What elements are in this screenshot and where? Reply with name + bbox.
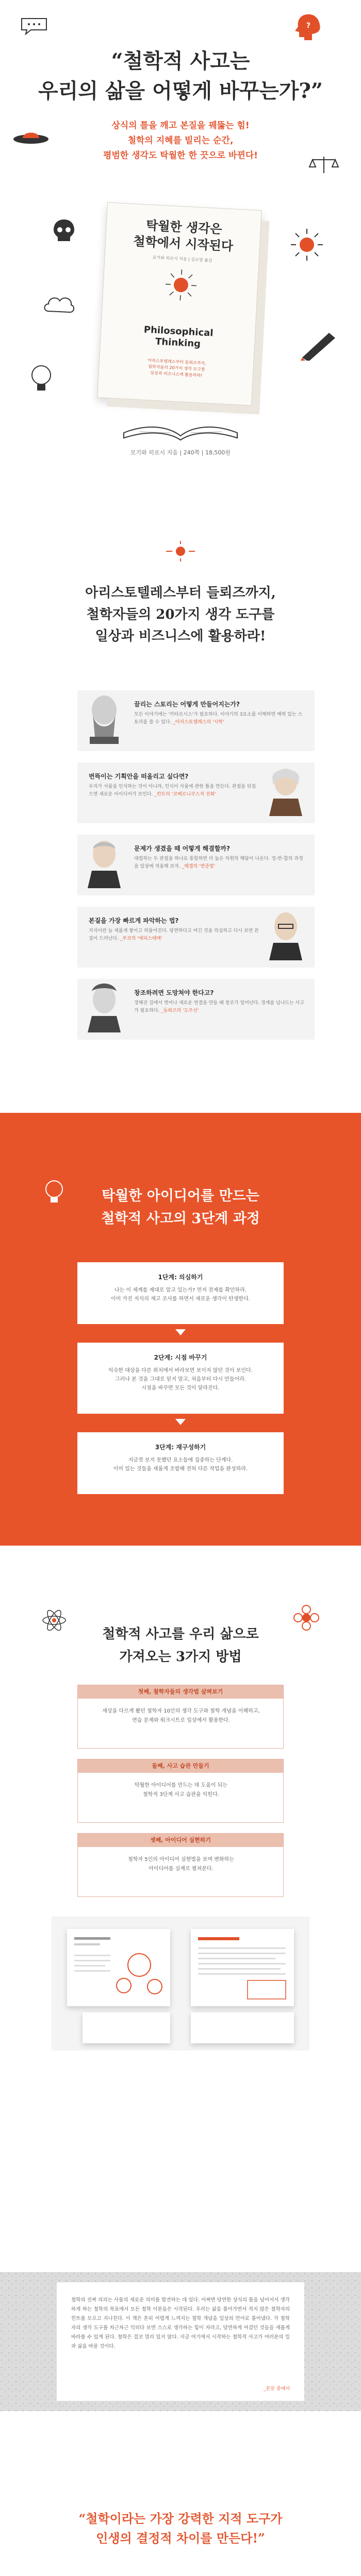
- card-source: _칸트의 '코페르니쿠스적 전회': [154, 792, 216, 797]
- cloud-icon: [41, 289, 77, 319]
- step-body: 나는 이 세계를 제대로 알고 있는가? 먼저 전제를 확인하라. 이미 가진 지식의 재고 조사를 하면서 새로운 생각이 탄생한다.: [110, 1287, 251, 1302]
- book-foot-copy: 아리스토텔레스부터 들뢰즈까지, 철학자들의 20가지 생각 도구를 일상과 비즈니스에 활용하라!: [147, 358, 206, 378]
- book-cover: [97, 202, 261, 405]
- methods-section: [0, 1546, 361, 2061]
- skull-icon: [50, 216, 78, 245]
- sun-icon: [289, 227, 325, 263]
- deleuze-portrait: [79, 976, 129, 1032]
- card-answer-text: 모든 이야기에는 '카타르시스'가 필요하다. 이야기의 3요소를 이해하면 매력 있는 스토리를 쓸 수 있다.: [134, 712, 303, 725]
- lightbulb-icon: [21, 361, 62, 397]
- section-ornament: [122, 541, 239, 562]
- card-source: _들뢰즈의 '도주선': [161, 1008, 199, 1013]
- card-answer-text: 대립하는 두 관점을 하나로 통합하면 더 높은 차원의 해답이 나온다. 정-반-합의 과정을 일상에 적용해 보자.: [134, 856, 303, 869]
- method-body: 세상을 다르게 봤던 철학자 10인의 생각 도구와 철학 개념을 이해하고, 연습 문제와 워크시트로 일상에서 활용한다.: [102, 1708, 260, 1723]
- spread-preview: [191, 2012, 294, 2043]
- card-question: 창조하려면 도망쳐야 한다고?: [134, 989, 214, 996]
- tool-card: [77, 907, 315, 968]
- process-section: [0, 1113, 361, 1546]
- hero-headline: “철학적 사고는 우리의 삶을 어떻게 바꾸는가?”: [38, 49, 323, 103]
- speech-bubble-icon: [19, 15, 50, 36]
- book-author: 모기와 히로시 지음 | 김소영 옮김: [152, 255, 212, 263]
- spread-diagram-icon: [67, 1929, 170, 2006]
- svg-text:?: ?: [306, 22, 311, 30]
- step-arrow: [175, 1329, 186, 1335]
- book-subtitle-en: Philosophical Thinking: [143, 324, 214, 350]
- hero-section: [0, 0, 361, 505]
- tool-card: [77, 979, 315, 1040]
- tool-card: [77, 762, 315, 823]
- method-title: 셋째, 아이디어 실현하기: [78, 1834, 283, 1847]
- foucault-portrait: [261, 904, 310, 960]
- philosopher-tools-section: [0, 505, 361, 1113]
- closing-quote: “철학이라는 가장 강력한 지적 도구가 인생의 결정적 차이를 만든다!”: [78, 2511, 283, 2546]
- spread-text-icon: [191, 1929, 294, 2006]
- card-answer: [134, 855, 304, 871]
- tool-card: [77, 835, 315, 895]
- card-answer-text: 지식이란 늘 새롭게 쌓이고 허물어진다. 당연하다고 여긴 것을 의심하고 다시 보면 본질이 드러난다.: [89, 928, 259, 941]
- book-title: 탁월한 생각은 철학에서 시작된다: [133, 217, 234, 254]
- book-spread-previews: [52, 1917, 309, 2050]
- pen-icon: [299, 330, 340, 361]
- excerpt-source: _본문 중에서: [264, 2386, 290, 2392]
- step-title: 1단계: 의심하기: [158, 1274, 203, 1281]
- excerpt-text: 철학의 진짜 의의는 사물의 세로운 의미를 발견하는 데 있다. 어쩌면 당연한 상식의 틀을 넘어서서 생각하게 하는 철학의 목표에서 모든 철학 이론들은 시작된다. 우리는 삶을 풀어가면서 적지 않은 철학자의 힌트를 모르고 지나친다. 이 책은 흔히 어렵게 느껴지는 철학 개념을 일상의 언어로 풀어냈다. 각 철학자의 생각 도구를 차근차근 익히다 보면 스스로 생각하는 힘이 자라고, 당연하게 여겼던 것들을 새롭게 바라볼 수 있게 된다. 철학은 결코 멀리 있지 않다. 지금 여기에서 시작하는 철학적 사고가 여러분의 일과 삶을 바꿀 것이다.: [71, 2297, 290, 2349]
- card-question: 번뜩이는 기획안을 떠올리고 싶다면?: [89, 773, 189, 780]
- method-body: 철학자 5인의 아이디어 실현법을 보며 변화하는 아이디어를 실제로 펼쳐본다.: [128, 1857, 234, 1872]
- spread-preview: [83, 2012, 170, 2043]
- brain-sun-icon: [163, 267, 198, 302]
- method-body: 탁월한 아이디어를 만드는 데 도움이 되는 철학적 3단계 사고 습관을 익힌다.: [134, 1783, 228, 1798]
- method-title: 둘째, 사고 습관 만들기: [78, 1759, 283, 1773]
- card-source: _아리스토텔레스의 '시학': [173, 720, 224, 725]
- process-step: [77, 1343, 284, 1414]
- card-question: 문제가 생겼을 때 어떻게 해결할까?: [134, 845, 230, 852]
- step-title: 3단계: 재구성하기: [155, 1444, 206, 1451]
- section-headline: 아리스토텔레스부터 들뢰즈까지, 철학자들의 20가지 생각 도구를 일상과 비즈니스에 활용하라!: [85, 585, 276, 644]
- card-source: _헤겔의 '변증법': [182, 864, 216, 869]
- closing-section: [0, 2061, 361, 2576]
- step-body: 익숙한 대상을 다른 위치에서 바라보면 보이지 않던 것이 보인다. 그러나 본 것을 그대로 믿지 말고, 처음부터 다시 만들어라. 시점을 바꾸면 모든 것이 달라진다.: [108, 1368, 253, 1391]
- step-title: 2단계: 시점 바꾸기: [154, 1354, 207, 1361]
- book-meta: 모기와 히로시 지음 | 240쪽 | 18,500원: [130, 449, 231, 456]
- spread-preview: [191, 1929, 294, 2006]
- spread-preview: [67, 1929, 170, 2006]
- card-answer: [134, 999, 304, 1015]
- method-box: [77, 1685, 284, 1749]
- section-headline: 철학적 사고를 우리 삶으로 가져오는 3가지 방법: [102, 1626, 259, 1665]
- process-step: [77, 1262, 284, 1324]
- head-profile-icon: [289, 9, 325, 45]
- card-answer-text: 정해진 길에서 벗어나 새로운 연결을 만들 때 창조가 일어난다. 경계를 넘나드는 사고가 필요하다.: [134, 1001, 304, 1013]
- tool-card: [77, 690, 315, 751]
- kant-portrait: [261, 759, 310, 816]
- method-box: [77, 1833, 284, 1897]
- card-source: _푸코의 '에피스테메': [120, 936, 162, 941]
- card-question: 본질을 가장 빠르게 파악하는 법?: [89, 917, 179, 924]
- hero-tagline: 상식의 틀을 깨고 본질을 꿰뚫는 힘! 철학의 지혜를 빌리는 순간, 평범한 생각도 탁월한 한 끗으로 바뀐다!: [103, 121, 258, 161]
- card-answer: [89, 927, 259, 943]
- process-step: [77, 1432, 284, 1494]
- card-answer: [89, 783, 259, 799]
- method-box: [77, 1759, 284, 1823]
- step-body: 지금껏 보지 못했던 요소들에 집중하는 단계다. 이미 있는 것들을 새롭게 조합해 전혀 다른 작업을 완성하라.: [113, 1458, 248, 1472]
- card-question: 끌리는 스토리는 어떻게 만들어지는가?: [134, 701, 240, 708]
- section-headline: 탁월한 아이디어를 만드는 철학적 사고의 3단계 과정: [101, 1188, 260, 1227]
- card-answer-text: 우리가 사물을 인식하는 것이 아니라, 인식이 사물에 관한 틀을 만든다. 관점을 뒤집으면 새로운 아이디어가 보인다.: [89, 784, 256, 797]
- excerpt-box: [57, 2282, 304, 2401]
- hegel-portrait: [79, 832, 129, 888]
- aristotle-portrait: [79, 687, 129, 744]
- card-answer: [134, 711, 304, 726]
- method-title: 첫째, 철학자들의 생각법 살펴보기: [78, 1685, 283, 1699]
- open-book-icon: [119, 407, 242, 443]
- step-arrow: [175, 1419, 186, 1425]
